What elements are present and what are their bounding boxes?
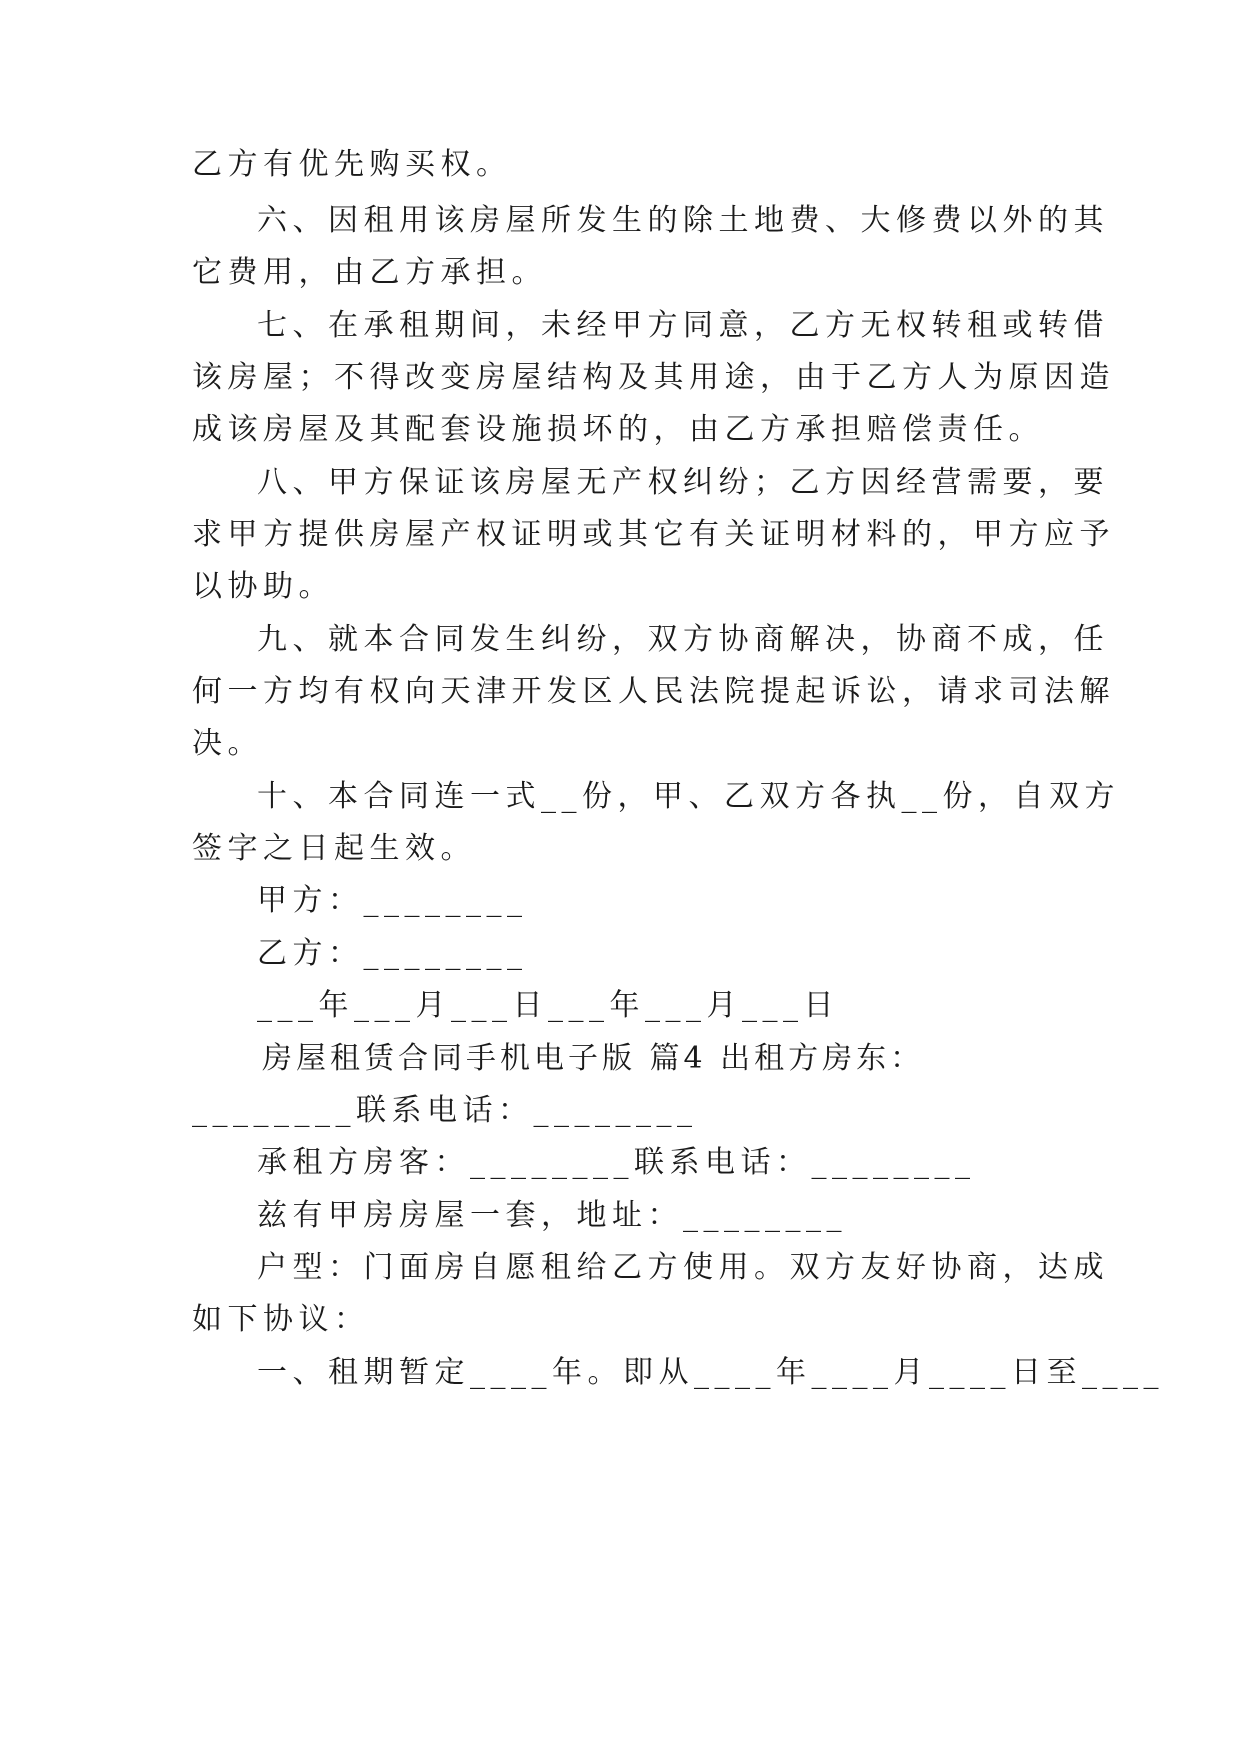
text-line: 如下协议： [192,1302,370,1337]
clause-nine-line: 九、就本合同发生纠纷，双方协商解决，协商不成，任 [257,622,1109,657]
clause-ten-line: 十、本合同连一式__份，甲、乙双方各执__份，自双方 [257,779,1120,814]
text-line: 乙方有优先购买权。 [192,147,512,182]
section-heading: 房屋租赁合同手机电子版 篇4 出租方房东： [262,1041,925,1076]
address-line: 兹有甲房房屋一套，地址：________ [257,1198,847,1233]
landlord-contact-line: ________联系电话：________ [192,1093,698,1128]
party-b-signature: 乙方：________ [257,936,528,971]
clause-eight-line: 八、甲方保证该房屋无产权纠纷；乙方因经营需要，要 [257,465,1109,500]
text-line: 何一方均有权向天津开发区人民法院提起诉讼，请求司法解 [192,674,1115,709]
unit-type-line: 户型：门面房自愿租给乙方使用。双方友好协商，达成 [257,1250,1109,1285]
text-line: 求甲方提供房屋产权证明或其它有关证明材料的，甲方应予 [192,517,1115,552]
text-line: 该房屋；不得改变房屋结构及其用途，由于乙方人为原因造 [192,360,1115,395]
party-a-signature: 甲方：________ [257,883,528,918]
lease-term-line: 一、租期暂定____年。即从____年____月____日至____ [257,1355,1164,1390]
clause-six-line: 六、因租用该房屋所发生的除土地费、大修费以外的其 [257,203,1109,238]
signing-dates: ___年___月___日___年___月___日 [257,988,839,1023]
text-line: 签字之日起生效。 [192,831,476,866]
text-line: 它费用，由乙方承担。 [192,255,547,290]
text-line: 以协助。 [192,569,334,604]
text-line: 决。 [192,726,263,761]
tenant-line: 承租方房客：________联系电话：________ [257,1145,976,1180]
text-line: 成该房屋及其配套设施损坏的，由乙方承担赔偿责任。 [192,412,1044,447]
clause-seven-line: 七、在承租期间，未经甲方同意，乙方无权转租或转借 [257,308,1109,343]
